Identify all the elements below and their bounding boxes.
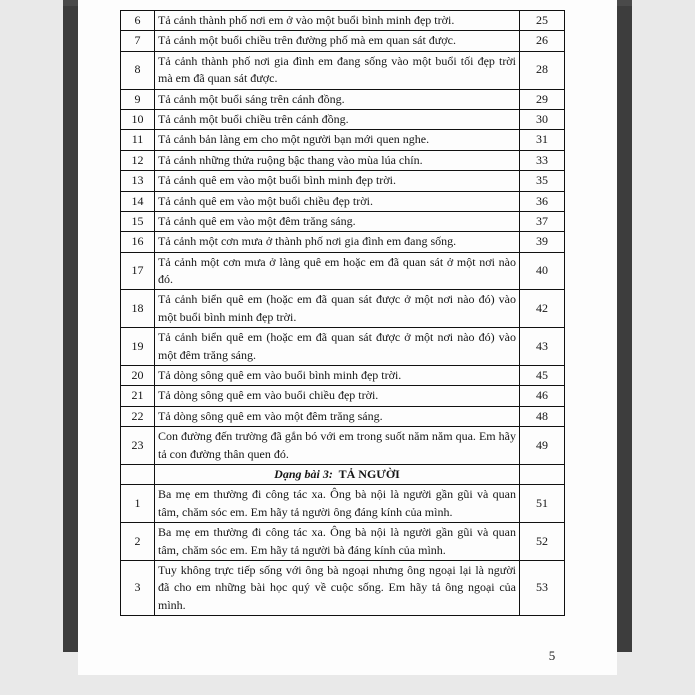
- row-number: 19: [121, 328, 155, 366]
- row-number: 2: [121, 523, 155, 561]
- row-number: 6: [121, 11, 155, 31]
- row-topic: Tả cảnh biển quê em (hoặc em đã quan sát được ở một nơi nào đó) vào một đêm trăng sáng.: [155, 328, 520, 366]
- row-number: 22: [121, 406, 155, 426]
- toc-row: [121, 130, 565, 150]
- toc-row: [121, 427, 565, 465]
- toc-row: [121, 386, 565, 406]
- toc-row: [121, 485, 565, 523]
- row-number: 12: [121, 150, 155, 170]
- toc-row: [121, 406, 565, 426]
- row-number: 8: [121, 51, 155, 89]
- toc-row: [121, 211, 565, 231]
- toc-row: [121, 366, 565, 386]
- toc-row: [121, 150, 565, 170]
- row-page: 52: [520, 523, 565, 561]
- row-number: 13: [121, 171, 155, 191]
- toc-row: [121, 109, 565, 129]
- row-page: 33: [520, 150, 565, 170]
- row-number: 17: [121, 252, 155, 290]
- row-page: 53: [520, 560, 565, 615]
- row-topic: Tả dòng sông quê em vào buổi chiều đẹp trời.: [155, 386, 520, 406]
- row-page: 51: [520, 485, 565, 523]
- row-number: 7: [121, 31, 155, 51]
- toc-table-body: [121, 11, 565, 616]
- section-header-title: Dạng bài 3: TẢ NGƯỜI: [155, 464, 520, 484]
- row-page: 45: [520, 366, 565, 386]
- row-number: 9: [121, 89, 155, 109]
- toc-row: [121, 523, 565, 561]
- toc-row: [121, 328, 565, 366]
- row-page: 49: [520, 427, 565, 465]
- toc-row: [121, 51, 565, 89]
- row-number: 20: [121, 366, 155, 386]
- row-topic: Tả cảnh một buổi chiều trên đường phố mà em quan sát được.: [155, 31, 520, 51]
- row-number: 11: [121, 130, 155, 150]
- row-page: 30: [520, 109, 565, 129]
- row-number: 18: [121, 290, 155, 328]
- toc-row: [121, 290, 565, 328]
- row-topic: Tả cảnh quê em vào một buổi bình minh đẹp trời.: [155, 171, 520, 191]
- toc-row: [121, 560, 565, 615]
- section-header-row: [121, 464, 565, 484]
- row-topic: Tả cảnh quê em vào một đêm trăng sáng.: [155, 211, 520, 231]
- row-topic: Tả dòng sông quê em vào buổi bình minh đẹp trời.: [155, 366, 520, 386]
- empty-page-cell: [520, 464, 565, 484]
- row-topic: Tuy không trực tiếp sống với ông bà ngoại nhưng ông ngoại lại là người đã cho em những bài học quý về cuộc sống. Em hãy tả ông ngoại của mình.: [155, 560, 520, 615]
- row-topic: Tả cảnh thành phố nơi gia đình em đang sống vào một buổi tối đẹp trời mà em đã quan sát được.: [155, 51, 520, 89]
- row-topic: Tả dòng sông quê em vào một đêm trăng sáng.: [155, 406, 520, 426]
- row-page: 36: [520, 191, 565, 211]
- row-topic: Con đường đến trường đã gắn bó với em trong suốt năm năm qua. Em hãy tả con đường thân quen đó.: [155, 427, 520, 465]
- row-topic: Tả cảnh một buổi sáng trên cánh đồng.: [155, 89, 520, 109]
- toc-row: [121, 31, 565, 51]
- row-number: 3: [121, 560, 155, 615]
- book-page: [78, 0, 617, 675]
- row-topic: Tả cảnh bản làng em cho một người bạn mới quen nghe.: [155, 130, 520, 150]
- toc-row: [121, 171, 565, 191]
- row-page: 37: [520, 211, 565, 231]
- row-topic: Tả cảnh một cơn mưa ở thành phố nơi gia đình em đang sống.: [155, 232, 520, 252]
- row-number: 21: [121, 386, 155, 406]
- row-page: 28: [520, 51, 565, 89]
- row-page: 42: [520, 290, 565, 328]
- row-page: 26: [520, 31, 565, 51]
- row-page: 25: [520, 11, 565, 31]
- row-number: 1: [121, 485, 155, 523]
- toc-row: [121, 252, 565, 290]
- row-page: 35: [520, 171, 565, 191]
- row-topic: Tả cảnh một cơn mưa ở làng quê em hoặc em đã quan sát ở một nơi nào đó.: [155, 252, 520, 290]
- empty-number-cell: [121, 464, 155, 484]
- row-topic: Ba mẹ em thường đi công tác xa. Ông bà nội là người gần gũi và quan tâm, chăm sóc em. Em hãy tả người ông đáng kính của mình.: [155, 485, 520, 523]
- row-page: 40: [520, 252, 565, 290]
- toc-row: [121, 232, 565, 252]
- row-page: 46: [520, 386, 565, 406]
- row-page: 29: [520, 89, 565, 109]
- row-number: 14: [121, 191, 155, 211]
- row-topic: Tả cảnh những thửa ruộng bậc thang vào mùa lúa chín.: [155, 150, 520, 170]
- toc-table: [120, 10, 565, 616]
- row-page: 39: [520, 232, 565, 252]
- scan-edge-bar-left: [63, 0, 78, 652]
- row-page: 43: [520, 328, 565, 366]
- row-topic: Tả cảnh quê em vào một buổi chiều đẹp trời.: [155, 191, 520, 211]
- row-topic: Tả cảnh biển quê em (hoặc em đã quan sát được ở một nơi nào đó) vào một buổi bình minh đẹp trời.: [155, 290, 520, 328]
- row-number: 10: [121, 109, 155, 129]
- toc-row: [121, 89, 565, 109]
- row-number: 15: [121, 211, 155, 231]
- row-topic: Tả cảnh thành phố nơi em ở vào một buổi bình minh đẹp trời.: [155, 11, 520, 31]
- scan-edge-bar-right: [617, 0, 632, 652]
- row-topic: Ba mẹ em thường đi công tác xa. Ông bà nội là người gần gũi và quan tâm, chăm sóc em. Em hãy tả người bà đáng kính của mình.: [155, 523, 520, 561]
- row-topic: Tả cảnh một buổi chiều trên cánh đồng.: [155, 109, 520, 129]
- toc-row: [121, 11, 565, 31]
- toc-row: [121, 191, 565, 211]
- row-number: 23: [121, 427, 155, 465]
- page-number: 5: [548, 648, 556, 663]
- row-number: 16: [121, 232, 155, 252]
- row-page: 31: [520, 130, 565, 150]
- row-page: 48: [520, 406, 565, 426]
